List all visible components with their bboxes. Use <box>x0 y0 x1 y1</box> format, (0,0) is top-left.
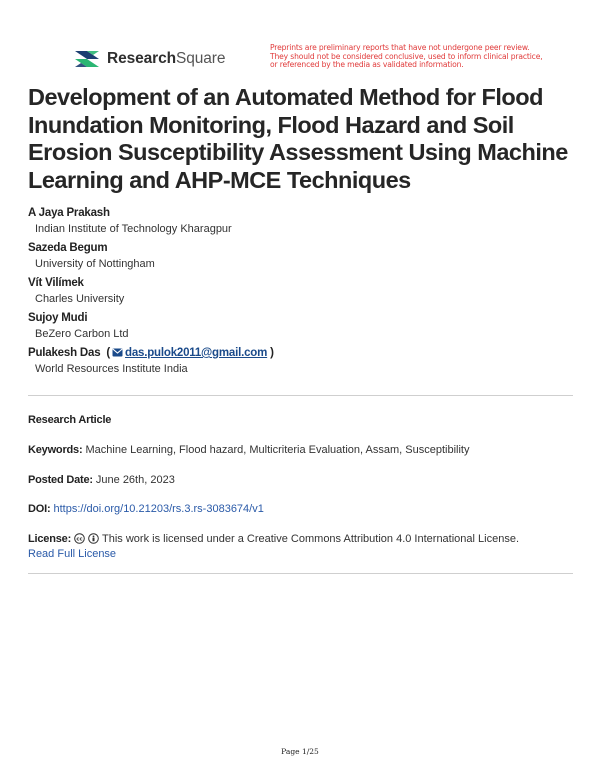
author-entry <box>28 346 578 376</box>
notice-line: or referenced by the media as validated information. <box>270 60 464 70</box>
author-affiliation: BeZero Carbon Ltd <box>35 328 129 340</box>
logo-text <box>107 50 225 68</box>
license-row <box>28 532 576 562</box>
keywords-label: Keywords: <box>28 444 83 456</box>
author-affiliation: University of Nottingham <box>35 258 155 270</box>
author-name-corresponding <box>28 346 578 360</box>
author-affiliation: Indian Institute of Technology Kharagpur <box>35 223 232 235</box>
keywords-row <box>28 443 576 458</box>
mail-icon <box>112 348 123 357</box>
paper-title: Development of an Automated Method for Flood Inundation Monitoring, Flood Hazard and Soil Erosion Susceptibility Assessment Using Machine Learning and AHP-MCE Techniques <box>28 84 568 193</box>
license-text: This work is licensed under a Creative Commons Attribution 4.0 International License. <box>102 533 520 545</box>
svg-text:cc: cc <box>76 536 83 543</box>
preprint-notice <box>270 44 570 70</box>
posted-date-value: June 26th, 2023 <box>95 474 175 486</box>
notice-line: Preprints are preliminary reports that have not undergone peer review. <box>270 43 530 52</box>
page-number: Page 1/25 <box>281 747 319 756</box>
divider <box>28 395 573 396</box>
doi-link[interactable]: https://doi.org/10.21203/rs.3.rs-3083674/v1 <box>53 503 264 515</box>
author-name: Sazeda Begum <box>28 242 108 254</box>
research-square-logo[interactable] <box>73 47 225 71</box>
posted-date-label: Posted Date: <box>28 474 93 486</box>
author-name: Vít Vilímek <box>28 277 84 289</box>
cc-icon <box>74 533 85 544</box>
email-paren-open: ( <box>103 347 111 359</box>
logo-word-square: Square <box>176 50 226 67</box>
author-entry <box>28 206 578 236</box>
posted-date-row <box>28 473 576 488</box>
author-affiliation: World Resources Institute India <box>35 363 188 375</box>
author-list <box>28 206 578 381</box>
logo-word-research: Research <box>107 50 176 67</box>
email-paren-close: ) <box>267 347 274 359</box>
license-label: License: <box>28 533 72 545</box>
keywords-value: Machine Learning, Flood hazard, Multicriteria Evaluation, Assam, Susceptibility <box>85 444 470 456</box>
doi-label: DOI: <box>28 503 51 515</box>
author-entry <box>28 311 578 341</box>
notice-line: They should not be considered conclusive, used to inform clinical practice, <box>270 51 543 61</box>
doi-row <box>28 502 576 517</box>
author-entry <box>28 241 578 271</box>
divider <box>28 573 573 574</box>
author-affiliation: Charles University <box>35 293 125 305</box>
by-icon <box>88 533 99 544</box>
author-name: A Jaya Prakash <box>28 207 110 219</box>
email-link[interactable]: das.pulok2011@gmail.com <box>125 347 268 359</box>
article-type: Research Article <box>28 414 112 426</box>
author-name: Sujoy Mudi <box>28 312 88 324</box>
author-name-text: Pulakesh Das <box>28 347 101 359</box>
read-full-license-link[interactable]: Read Full License <box>28 548 117 560</box>
author-entry <box>28 276 578 306</box>
research-square-logo-icon <box>73 48 101 70</box>
